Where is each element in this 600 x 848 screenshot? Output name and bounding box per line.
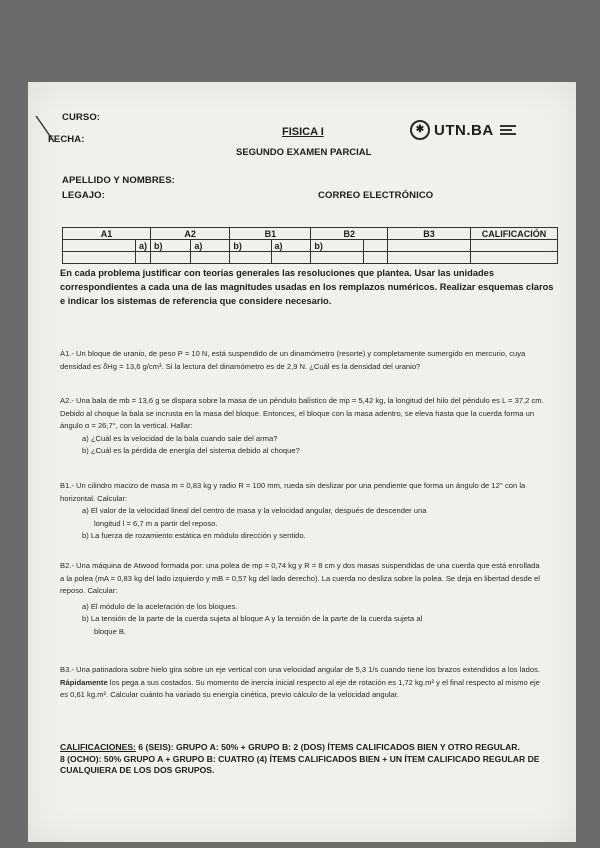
grade-sub-b1-b: b): [230, 240, 271, 252]
grade-header-a1: A1: [63, 228, 151, 240]
problem-a2-text: A2.- Una bala de mb = 13,6 g se dispara sobre la masa de un péndulo balístico de mp = 5,42 kg, la longitud del hilo del péndulo es L = 37,2 cm. Debido al choque la bala se incrusta en la masa del bloque. Entonces, el bloque con la masa adentro, se eleva hasta que la cuerda forma un ángulo α = 26,7°, con la vertical. Hallar:: [60, 396, 544, 430]
grade-sub-a2-a: a): [136, 240, 151, 252]
grade-header-b1: B1: [230, 228, 311, 240]
grade-cell: [311, 252, 364, 264]
grade-cell: [151, 252, 191, 264]
grading-footer: [60, 742, 560, 777]
grade-header-b3: B3: [388, 228, 471, 240]
utn-logo: [410, 120, 516, 140]
grade-cell: [364, 252, 388, 264]
problem-b1-item-a: a) El valor de la velocidad lineal del centro de masa y la velocidad angular, después de descender una: [82, 506, 427, 515]
footer-label: CALIFICACIONES:: [60, 742, 136, 752]
problem-a1: A1.- Un bloque de uranio, de peso P = 10 N, está suspendido de un dinamómetro (resorte) y completamente sumergido en mercurio, cuya densidad es δHg = 13,6 g/cm³. Si la lectura del dinamómetro es de 2,9 N. ¿Cuál es la densidad del uranio?: [60, 349, 526, 371]
fecha-label: FECHA:: [48, 134, 85, 145]
problem-b1-item-b: b) La fuerza de rozamiento estática en módulo dirección y sentido.: [82, 531, 306, 540]
problem-b2-item-a: a) El módulo de la aceleración de los bloques.: [82, 601, 238, 611]
problem-b3-text-2: los pega a sus costados. Su momento de inercia inicial respecto al eje de rotación es 1,72 kg.m² y el final respecto al mismo eje es 0,61 kg.m². Calcular cuánto ha variado su energía cinética, previo cálculo de la velocidad angular.: [60, 677, 540, 699]
correo-label: CORREO ELECTRÓNICO: [318, 190, 434, 201]
problem-b2: [60, 560, 544, 638]
problem-b3-bold: Rápidamente: [60, 677, 108, 687]
problem-b2-text: B2.- Una máquina de Atwood formada por: una polea de mp = 0,74 kg y R = 8 cm y dos masas suspendidas de una cuerda que está enrollada a la polea (mA = 0,83 kg del lado izquierdo y mB = 0,57 kg del lado derecho). La cuerda no desliza sobre la polea. Se deja en libertad desde el reposo. Calcular:: [60, 561, 540, 595]
grade-table: [62, 227, 558, 264]
problem-a2-item-a: a) ¿Cuál es la velocidad de la bala cuando sale del arma?: [82, 433, 278, 443]
grade-cell: [271, 252, 311, 264]
grade-cell-b2-extra: [364, 240, 388, 252]
problem-b2-item-b: b) La tensión de la parte de la cuerda sujeta al bloque A y la tensión de la parte de la cuerda sujeta al: [82, 614, 423, 623]
grade-cell: [191, 252, 230, 264]
utn-logo-lines-icon: [500, 125, 516, 135]
grade-header-b2: B2: [311, 228, 388, 240]
curso-label: CURSO:: [62, 112, 101, 123]
legajo-label: LEGAJO:: [62, 190, 105, 201]
grade-cell: [63, 252, 136, 264]
grade-cell: [230, 252, 271, 264]
problem-b3: [60, 664, 544, 702]
problem-b1-item-a-cont: longitud l = 6,7 m a partir del reposo.: [94, 518, 218, 528]
grade-cell-b3: [388, 240, 471, 252]
grade-cell-a1: [63, 240, 136, 252]
utn-emblem-icon: ✱: [410, 120, 430, 140]
grade-cell: [471, 252, 558, 264]
problem-a2-item-b: b) ¿Cuál es la pérdida de energía del sistema debido al choque?: [82, 446, 300, 455]
grade-sub-a2-b: b): [151, 240, 191, 252]
grade-sub-b2-a: a): [271, 240, 311, 252]
problem-b1: [60, 480, 544, 543]
problem-b1-text: B1.- Un cilindro macizo de masa m = 0,83 kg y radio R = 100 mm, rueda sin deslizar por una pendiente que forma un ángulo de 12° con la horizontal. Calcular:: [60, 481, 526, 503]
footer-line-1: 6 (SEIS): GRUPO A: 50% + GRUPO B: 2 (DOS) ÍTEMS CALIFICADOS BIEN Y OTRO REGULAR.: [135, 742, 520, 752]
grade-header-a2: A2: [151, 228, 230, 240]
problem-b3-text-1: B3.- Una patinadora sobre hielo gira sobre un eje vertical con una velocidad angular de 5,3 1/s cuando tiene los brazos extendidos a los lados.: [60, 665, 540, 674]
grade-header-calificacion: CALIFICACIÓN: [471, 228, 558, 240]
grade-cell: [388, 252, 471, 264]
exam-title: SEGUNDO EXAMEN PARCIAL: [236, 147, 372, 158]
footer-line-2: 8 (OCHO): 50% GRUPO A + GRUPO B: CUATRO (4) ÍTEMS CALIFICADOS BIEN + UN ÍTEM CALIFICADO REGULAR DE CUALQUIERA DE LOS DOS GRUPOS.: [60, 753, 540, 775]
grade-cell-calificacion: [471, 240, 558, 252]
apellido-label: APELLIDO Y NOMBRES:: [62, 175, 175, 186]
subject-title: FISICA I: [282, 126, 324, 138]
instructions: En cada problema justificar con teorías generales las resoluciones que plantea. Usar las unidades correspondientes a cada una de las magnitudes usadas en los remplazos numéricos. Realizar esquemas claros e indicar los sistemas de referencia que considere necesario.: [60, 268, 554, 306]
grade-sub-b1-a: a): [191, 240, 230, 252]
exam-sheet: [28, 82, 576, 842]
problem-b2-item-b-cont: bloque B.: [94, 626, 127, 636]
grade-cell: [136, 252, 151, 264]
utn-logo-text: UTN.BA: [434, 121, 494, 139]
problem-a2: [60, 395, 544, 458]
grade-sub-b2-b: b): [311, 240, 364, 252]
